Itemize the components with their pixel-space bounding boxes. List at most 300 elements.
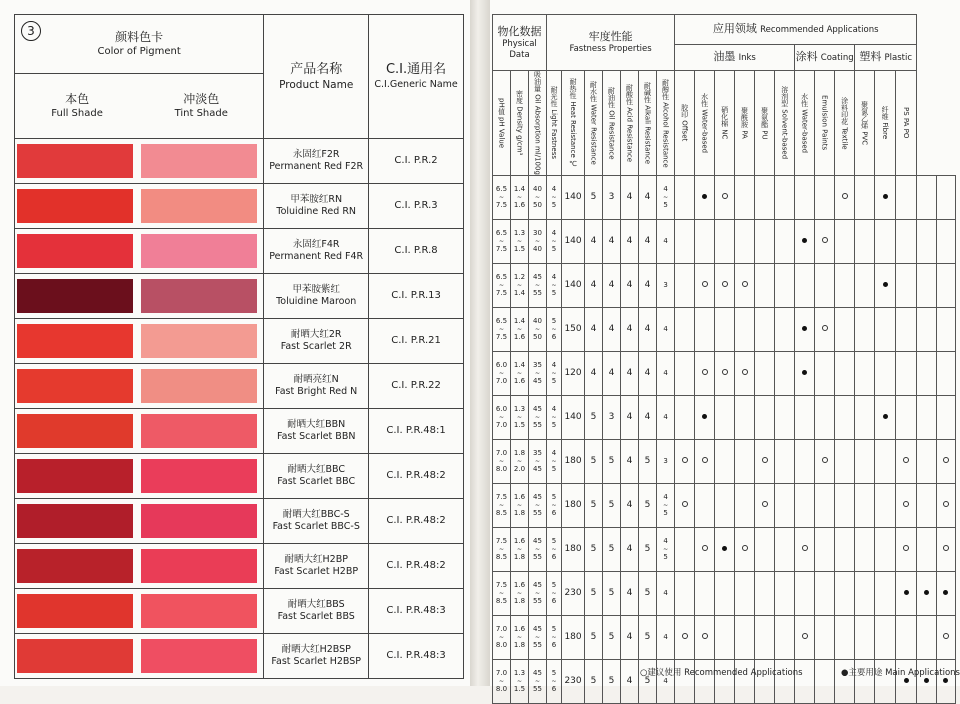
range-value: 1.4 xyxy=(513,360,526,369)
col-header-label: 耐油性 Oil Resistance xyxy=(607,86,616,160)
product-name-zh: 产品名称 xyxy=(290,61,343,77)
product-name-en: Product Name xyxy=(279,78,354,91)
application-cell xyxy=(675,483,695,527)
full-shade-swatch xyxy=(17,144,133,178)
application-cell xyxy=(936,527,955,571)
water-cell: 4 xyxy=(585,307,603,351)
oil-absorption-cell: 45 ~ 55 xyxy=(529,263,547,307)
range-value: 6.0 xyxy=(495,360,508,369)
range-value: 1.8 xyxy=(513,448,526,457)
recommended-application-dot xyxy=(762,501,768,507)
full-shade-swatch xyxy=(17,189,133,223)
density-cell: 1.6 ~ 1.8 xyxy=(511,571,529,615)
range-value: 7.5 xyxy=(495,200,508,209)
main-application-dot xyxy=(943,678,948,683)
range-value: 7.0 xyxy=(495,420,508,429)
range-value: 7.5 xyxy=(495,536,508,545)
range-value: 4 xyxy=(663,184,668,193)
alk-cell: 4 xyxy=(639,175,657,219)
ph-cell: 7.5 ~ 8.5 xyxy=(493,527,511,571)
light-fastness-cell: 4 ~ 5 xyxy=(547,351,562,395)
ci-name-cell: C.I. P.R.22 xyxy=(369,364,464,409)
application-cell xyxy=(835,395,855,439)
property-row xyxy=(493,395,956,439)
range-value: 4 xyxy=(663,412,668,421)
application-cell xyxy=(775,219,795,263)
application-cell xyxy=(936,395,955,439)
range-value: 5 xyxy=(551,464,557,473)
application-cell xyxy=(695,439,715,483)
col-header xyxy=(657,71,675,176)
product-en: Fast Bright Red N xyxy=(275,386,358,397)
full-shade-swatch xyxy=(17,504,133,538)
application-cell xyxy=(815,307,835,351)
heat-cell: 140 xyxy=(562,175,585,219)
product-en: Permanent Red F4R xyxy=(269,251,364,262)
product-en: Fast Scarlet BBN xyxy=(276,431,356,442)
full-shade-swatch xyxy=(17,639,133,673)
range-value: 1.6 xyxy=(513,624,526,633)
alcohol-cell xyxy=(657,615,675,659)
full-shade-cell xyxy=(15,229,140,274)
property-row xyxy=(493,439,956,483)
alcohol-cell xyxy=(657,307,675,351)
range-value: 50 xyxy=(533,200,542,209)
recommended-application-dot xyxy=(842,193,848,199)
application-cell xyxy=(917,571,936,615)
col-header xyxy=(639,71,657,176)
light-fastness-cell: 5 ~ 6 xyxy=(547,571,562,615)
application-cell xyxy=(855,571,875,615)
application-cell xyxy=(775,615,795,659)
application-cell xyxy=(875,351,896,395)
range-value: 45 xyxy=(533,624,542,633)
density-cell: 1.3 ~ 1.5 xyxy=(511,219,529,263)
full-shade-cell xyxy=(15,544,140,589)
product-zh: 永固红F2R xyxy=(292,149,340,160)
range-value: 6.5 xyxy=(495,316,508,325)
range-value: 4 xyxy=(663,236,668,245)
physical-data-header xyxy=(493,15,547,71)
coating-header xyxy=(795,45,855,71)
application-cell xyxy=(675,175,695,219)
property-row xyxy=(493,219,956,263)
heat-cell: 230 xyxy=(562,571,585,615)
range-value: 4 xyxy=(663,588,668,597)
col-header-label: 聚氯乙烯 PVC xyxy=(860,100,869,146)
plastic-en: Plastic xyxy=(884,53,913,63)
application-cell xyxy=(917,263,936,307)
range-value: 5 xyxy=(663,508,668,517)
application-cell xyxy=(917,483,936,527)
application-cell xyxy=(695,615,715,659)
range-value: 1.5 xyxy=(513,244,526,253)
col-header-label: 硝化棉 NC xyxy=(720,106,729,140)
full-shade-cell xyxy=(15,184,140,229)
col-ph-en: pH Value xyxy=(497,116,506,148)
application-cell xyxy=(917,439,936,483)
range-value: 30 xyxy=(533,228,542,237)
range-value: 5 xyxy=(551,316,557,325)
application-cell xyxy=(755,615,775,659)
range-value: 45 xyxy=(533,536,542,545)
range-value: 55 xyxy=(533,508,542,517)
recommended-application-dot xyxy=(742,369,748,375)
range-value: 1.3 xyxy=(513,404,526,413)
density-cell: 1.6 ~ 1.8 xyxy=(511,483,529,527)
water-cell: 4 xyxy=(585,351,603,395)
application-cell xyxy=(936,439,955,483)
applications-header xyxy=(675,15,917,45)
book-gutter xyxy=(470,0,490,686)
col-header-label: 胶印 Offset xyxy=(680,104,689,142)
main-application-dot xyxy=(904,678,909,683)
tint-shade-cell xyxy=(139,184,264,229)
range-value: 3 xyxy=(663,280,668,289)
full-shade-cell xyxy=(15,409,140,454)
product-zh: 耐晒大红BBC xyxy=(287,464,345,475)
title-zh: 颜料色卡 xyxy=(115,30,164,44)
tint-shade-cell xyxy=(139,229,264,274)
oil-absorption-cell: 45 ~ 55 xyxy=(529,571,547,615)
application-cell xyxy=(735,351,755,395)
application-cell xyxy=(775,527,795,571)
heat-cell: 180 xyxy=(562,483,585,527)
application-cell xyxy=(715,615,735,659)
application-cell xyxy=(855,307,875,351)
application-cell xyxy=(896,615,917,659)
col-header-label: 聚酰胺 PA xyxy=(740,107,749,139)
heat-cell: 180 xyxy=(562,615,585,659)
main-application-dot xyxy=(943,590,948,595)
product-zh: 耐晒大红BBN xyxy=(287,419,346,430)
product-row xyxy=(15,274,464,319)
recommended-application-dot xyxy=(702,545,708,551)
product-row xyxy=(15,589,464,634)
heat-cell: 180 xyxy=(562,527,585,571)
product-name-cell xyxy=(264,409,369,454)
recommended-application-dot xyxy=(722,281,728,287)
water-cell: 5 xyxy=(585,439,603,483)
product-zh: 耐晒大红2R xyxy=(290,329,342,340)
application-cell xyxy=(835,219,855,263)
apps-en: Recommended Applications xyxy=(760,25,879,35)
application-cell xyxy=(875,219,896,263)
full-shade-header xyxy=(15,74,140,139)
oilr-cell: 3 xyxy=(603,175,621,219)
application-cell xyxy=(896,175,917,219)
range-value: 40 xyxy=(533,244,542,253)
range-value: 1.6 xyxy=(513,376,526,385)
ci-name-cell: C.I. P.R.48:3 xyxy=(369,634,464,679)
heat-cell: 180 xyxy=(562,439,585,483)
alk-cell: 5 xyxy=(639,615,657,659)
tint-shade-swatch xyxy=(141,594,257,628)
oilr-cell: 5 xyxy=(603,659,621,703)
range-value: 1.8 xyxy=(513,552,526,561)
application-cell xyxy=(775,263,795,307)
main-application-dot xyxy=(883,282,888,287)
fastness-zh: 牢度性能 xyxy=(588,30,633,43)
alcohol-cell xyxy=(657,219,675,263)
tint-shade-zh: 冲淡色 xyxy=(183,92,220,106)
property-row xyxy=(493,571,956,615)
tint-shade-cell xyxy=(139,454,264,499)
alk-cell: 5 xyxy=(639,527,657,571)
ci-name-cell: C.I. P.R.13 xyxy=(369,274,464,319)
tint-shade-en: Tint Shade xyxy=(174,108,228,119)
product-name-cell xyxy=(264,634,369,679)
ci-name-cell: C.I. P.R.2 xyxy=(369,139,464,184)
recommended-application-dot xyxy=(943,545,949,551)
ci-name-cell: C.I. P.R.21 xyxy=(369,319,464,364)
tint-shade-swatch xyxy=(141,414,257,448)
application-cell xyxy=(855,395,875,439)
col-header-label: 水性 Water-based xyxy=(700,92,709,154)
product-row xyxy=(15,229,464,274)
oilr-cell: 4 xyxy=(603,263,621,307)
main-application-dot xyxy=(924,678,929,683)
range-value: 1.6 xyxy=(513,332,526,341)
product-zh: 耐晒大红H2BSP xyxy=(281,644,351,655)
application-cell xyxy=(775,483,795,527)
application-cell xyxy=(936,351,955,395)
main-application-dot xyxy=(883,414,888,419)
col-header-label: PS PA PO xyxy=(902,107,911,139)
col-header-label: 聚氨酯 PU xyxy=(760,106,769,140)
tint-shade-header xyxy=(139,74,264,139)
oil-absorption-cell: 45 ~ 55 xyxy=(529,615,547,659)
application-cell xyxy=(855,527,875,571)
heat-cell: 140 xyxy=(562,263,585,307)
range-value: 5 xyxy=(551,376,557,385)
recommended-application-dot xyxy=(702,281,708,287)
product-name-cell xyxy=(264,139,369,184)
main-application-dot xyxy=(904,590,909,595)
col-header xyxy=(755,71,775,176)
oilr-cell: 5 xyxy=(603,615,621,659)
product-name-cell xyxy=(264,184,369,229)
col-header-label: 耐热性 Heat Resistance ℃ xyxy=(569,77,578,168)
title-en: Color of Pigment xyxy=(97,46,181,57)
property-row xyxy=(493,175,956,219)
full-shade-cell xyxy=(15,274,140,319)
product-zh: 甲苯胺紫红 xyxy=(292,284,340,295)
application-cell xyxy=(875,571,896,615)
tint-shade-swatch xyxy=(141,549,257,583)
application-cell xyxy=(695,571,715,615)
range-value: 5 xyxy=(551,668,557,677)
density-cell: 1.4 ~ 1.6 xyxy=(511,307,529,351)
col-density xyxy=(511,71,529,176)
application-cell xyxy=(715,219,735,263)
water-cell: 5 xyxy=(585,659,603,703)
application-cell xyxy=(735,219,755,263)
range-value: 7.5 xyxy=(495,244,508,253)
application-cell xyxy=(795,175,815,219)
light-fastness-cell: 4 ~ 5 xyxy=(547,219,562,263)
range-value: 4 xyxy=(551,272,557,281)
application-cell xyxy=(735,439,755,483)
range-value: 3 xyxy=(663,456,668,465)
col-ph-zh: pH值 xyxy=(497,97,506,115)
light-fastness-cell: 5 ~ 6 xyxy=(547,659,562,703)
col-header xyxy=(715,71,735,176)
application-cell xyxy=(917,219,936,263)
application-cell xyxy=(755,351,775,395)
heat-cell: 140 xyxy=(562,395,585,439)
range-value: 6 xyxy=(551,552,557,561)
water-cell: 5 xyxy=(585,395,603,439)
application-cell xyxy=(715,351,735,395)
application-cell xyxy=(815,263,835,307)
heat-cell: 120 xyxy=(562,351,585,395)
application-cell xyxy=(855,439,875,483)
alk-cell: 5 xyxy=(639,439,657,483)
range-value: 7.0 xyxy=(495,624,508,633)
application-cell xyxy=(715,439,735,483)
tint-shade-swatch xyxy=(141,189,257,223)
range-value: 4 xyxy=(663,368,668,377)
product-name-cell xyxy=(264,229,369,274)
application-cell xyxy=(936,307,955,351)
range-value: 45 xyxy=(533,580,542,589)
col-header-label: 溶剂型 Solvent-based xyxy=(780,86,789,160)
product-en: Toluidine Maroon xyxy=(276,296,357,307)
range-value: 4 xyxy=(663,492,668,501)
recommended-application-dot xyxy=(943,457,949,463)
recommended-application-dot xyxy=(702,369,708,375)
application-cell xyxy=(896,571,917,615)
application-cell xyxy=(715,175,735,219)
oil-absorption-cell: 35 ~ 45 xyxy=(529,439,547,483)
oilr-cell: 5 xyxy=(603,439,621,483)
main-application-dot xyxy=(702,194,707,199)
application-cell xyxy=(735,483,755,527)
application-cell xyxy=(755,395,775,439)
application-cell xyxy=(896,263,917,307)
application-cell xyxy=(735,571,755,615)
plastic-header xyxy=(855,45,917,71)
application-cell xyxy=(795,439,815,483)
range-value: 55 xyxy=(533,552,542,561)
col-header-label: 耐醇性 Alcohol Resistance xyxy=(661,78,670,168)
water-cell: 5 xyxy=(585,483,603,527)
oil-absorption-cell: 35 ~ 45 xyxy=(529,351,547,395)
oil-absorption-cell: 45 ~ 55 xyxy=(529,659,547,703)
ci-name-cell: C.I. P.R.48:2 xyxy=(369,454,464,499)
alk-cell: 5 xyxy=(639,483,657,527)
full-shade-swatch xyxy=(17,279,133,313)
color-card-title-cell xyxy=(15,15,264,74)
ph-cell: 7.5 ~ 8.5 xyxy=(493,483,511,527)
product-en: Fast Scarlet H2BP xyxy=(274,566,359,577)
application-cell xyxy=(715,307,735,351)
ci-name-cell: C.I. P.R.48:3 xyxy=(369,589,464,634)
range-value: 6.5 xyxy=(495,184,508,193)
application-cell xyxy=(917,307,936,351)
application-cell xyxy=(815,439,835,483)
acid-cell: 4 xyxy=(621,219,639,263)
product-name-cell xyxy=(264,274,369,319)
tint-shade-swatch xyxy=(141,279,257,313)
tint-shade-cell xyxy=(139,319,264,364)
recommended-application-dot xyxy=(702,457,708,463)
oilr-cell: 5 xyxy=(603,483,621,527)
range-value: 5 xyxy=(663,552,668,561)
alcohol-cell xyxy=(657,439,675,483)
range-value: 4 xyxy=(663,632,668,641)
application-cell xyxy=(855,219,875,263)
property-row xyxy=(493,483,956,527)
col-header-label: 耐水性 Water Resistance xyxy=(589,81,598,165)
application-cell xyxy=(795,263,815,307)
properties-table xyxy=(492,14,956,704)
range-value: 8.0 xyxy=(495,640,508,649)
col-header xyxy=(835,71,855,176)
col-density-zh: 密度 xyxy=(515,90,524,105)
range-value: 55 xyxy=(533,420,542,429)
alk-cell: 4 xyxy=(639,219,657,263)
recommended-application-dot xyxy=(742,281,748,287)
range-value: 8.0 xyxy=(495,464,508,473)
application-cell xyxy=(695,395,715,439)
application-cell xyxy=(795,483,815,527)
application-cell xyxy=(896,439,917,483)
inks-zh: 油墨 xyxy=(713,50,736,63)
range-value: 1.8 xyxy=(513,596,526,605)
product-row xyxy=(15,319,464,364)
light-fastness-cell: 5 ~ 6 xyxy=(547,527,562,571)
recommended-application-dot xyxy=(822,457,828,463)
range-value: 1.6 xyxy=(513,200,526,209)
col-density-en: Density g/cm³ xyxy=(515,106,524,156)
product-row xyxy=(15,184,464,229)
product-row xyxy=(15,544,464,589)
product-row xyxy=(15,139,464,184)
product-name-cell xyxy=(264,499,369,544)
acid-cell: 4 xyxy=(621,615,639,659)
application-cell xyxy=(875,263,896,307)
ph-cell: 6.5 ~ 7.5 xyxy=(493,219,511,263)
acid-cell: 4 xyxy=(621,571,639,615)
acid-cell: 4 xyxy=(621,483,639,527)
col-header xyxy=(875,71,896,176)
application-cell xyxy=(917,527,936,571)
range-value: 1.5 xyxy=(513,420,526,429)
alcohol-cell: 4 ~ 5 xyxy=(657,483,675,527)
legend-main: ●主要用途 Main Applications xyxy=(840,668,960,678)
light-fastness-cell: 5 ~ 6 xyxy=(547,483,562,527)
oilr-cell: 4 xyxy=(603,219,621,263)
application-cell xyxy=(815,527,835,571)
range-value: 6 xyxy=(551,640,557,649)
tint-shade-cell xyxy=(139,139,264,184)
ph-cell: 6.5 ~ 7.5 xyxy=(493,307,511,351)
col-header xyxy=(547,71,562,176)
range-value: 4 xyxy=(551,360,557,369)
main-application-dot xyxy=(802,326,807,331)
application-cell xyxy=(855,175,875,219)
oil-absorption-cell: 45 ~ 55 xyxy=(529,527,547,571)
recommended-application-dot xyxy=(762,457,768,463)
water-cell: 4 xyxy=(585,219,603,263)
alk-cell: 4 xyxy=(639,351,657,395)
light-fastness-cell: 4 ~ 5 xyxy=(547,439,562,483)
ci-name-cell: C.I. P.R.48:2 xyxy=(369,499,464,544)
application-cell xyxy=(675,439,695,483)
application-cell xyxy=(835,307,855,351)
